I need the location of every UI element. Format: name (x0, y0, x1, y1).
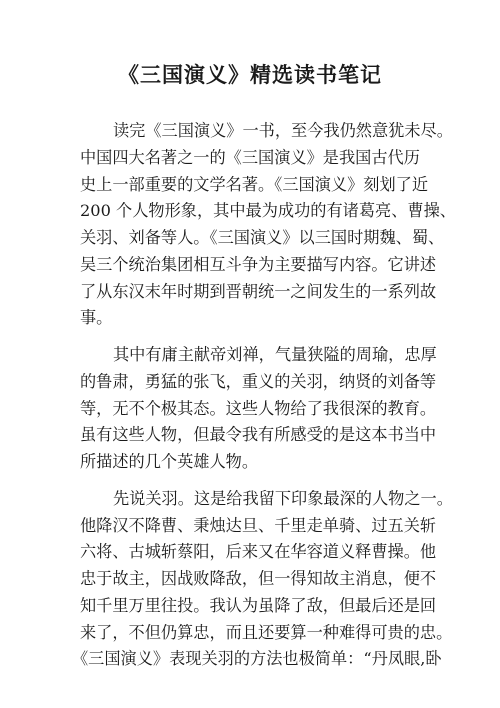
text-line: 来了，不但仍算忠，而且还要算一种难得可贵的忠。 (80, 622, 453, 642)
text-line: 等，无不个极其态。这些人物给了我很深的教育。 (80, 398, 437, 418)
text-line: 《三国演义》表现关羽的方法也极简单：“丹凤眼,卧 (72, 649, 442, 669)
text-line: 读完《三国演义》一书，至今我仍然意犹未尽。 (113, 121, 453, 140)
text-line: 中国四大名著之一的《三国演义》是我国古代历 (80, 147, 420, 167)
text-line: 先说关羽。这是给我留下印象最深的人物之一。 (113, 488, 453, 508)
text-line: 所描述的几个英雄人物。 (80, 452, 259, 471)
text-line: 的鲁肃，勇猛的张飞，重义的关羽，纳贤的刘备等 (80, 371, 437, 391)
text-line: 他降汉不降曹、秉烛达旦、千里走单骑、过五关斩 (80, 515, 437, 535)
text-line: 事。 (80, 308, 113, 328)
text-line: 吴三个统治集团相互斗争为主要描写内容。它讲述 (80, 254, 437, 274)
text-line: 其中有庸主献帝刘禅，气量狭隘的周瑜，忠厚 (113, 345, 437, 364)
document-body (72, 118, 456, 673)
text-line: 六将、古城斩蔡阳，后来又在华容道义释曹操。他 (80, 542, 437, 562)
paragraph-2 (80, 342, 440, 476)
text-line: 关羽、刘备等人。《三国演义》以三国时期魏、蜀、 (80, 228, 445, 247)
paragraph-3 (72, 486, 453, 673)
text-line: 知千里万里往投。我认为虽降了敌，但最后还是回 (80, 595, 437, 615)
text-line: 200 个人物形象，其中最为成功的有诸葛亮、曹操、 (80, 201, 456, 221)
document-title: 《三国演义》精选读书笔记 (118, 62, 382, 87)
paragraph-1 (80, 118, 456, 332)
text-line: 虽有这些人物，但最令我有所感受的是这本书当中 (80, 425, 437, 445)
text-line: 忠于故主，因战败降敌，但一得知故主消息，便不 (80, 569, 437, 588)
text-line: 了从东汉末年时期到晋朝统一之间发生的一系列故 (80, 281, 437, 301)
text-line: 史上一部重要的文学名著。《三国演义》刻划了近 (80, 174, 429, 194)
